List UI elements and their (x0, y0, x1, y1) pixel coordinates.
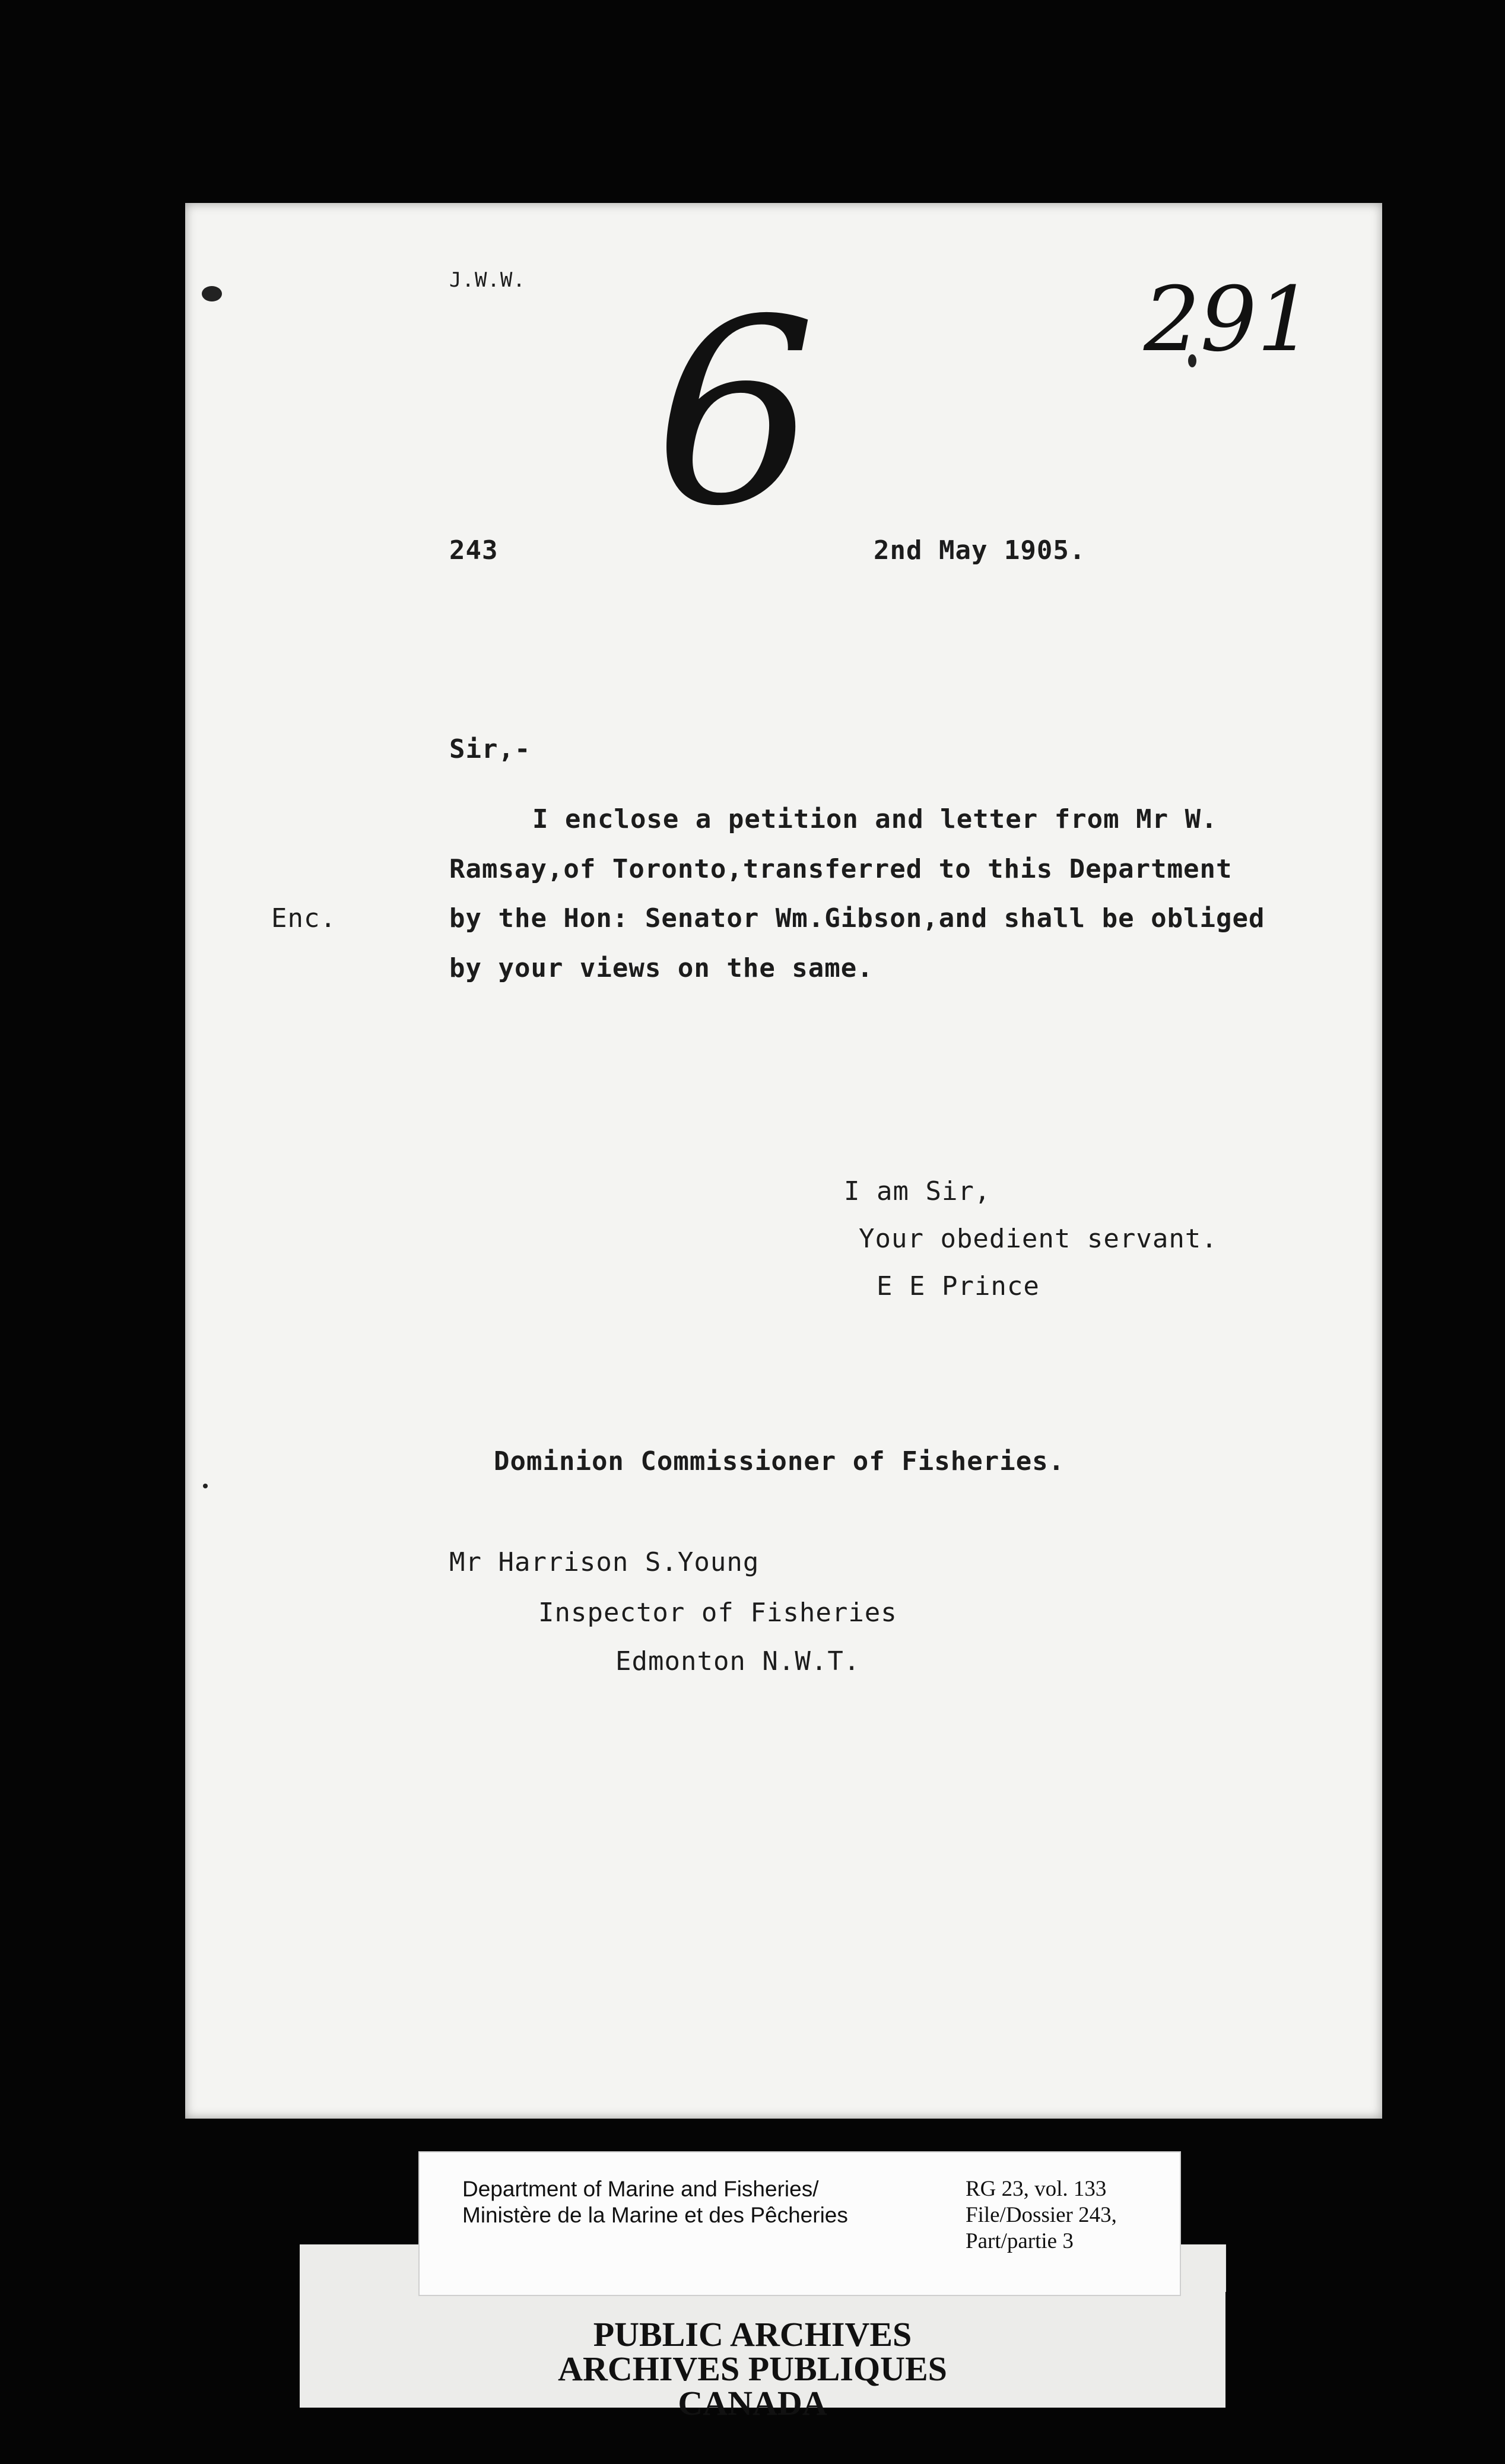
salutation: Sir,- (449, 734, 531, 764)
closing-line: Your obedient servant. (859, 1224, 1218, 1254)
stamp-line: CANADA (678, 2384, 827, 2422)
part-partie: Part/partie 3 (966, 2229, 1074, 2253)
file-number: 243 (449, 535, 499, 566)
addressee-line: Mr Harrison S.Young (449, 1547, 760, 1577)
archive-reference-card (418, 2151, 1181, 2296)
closing-line: I am Sir, (844, 1176, 991, 1206)
record-group: RG 23, vol. 133 (966, 2177, 1107, 2201)
letter-date: 2nd May 1905. (874, 535, 1086, 566)
handwritten-mark: 6 (654, 265, 817, 562)
stamp-line: PUBLIC ARCHIVES (593, 2315, 912, 2354)
body-line: by the Hon: Senator Wm.Gibson,and shall be obliged (449, 903, 1265, 933)
addressee-line: Edmonton N.W.T. (615, 1646, 861, 1676)
hole-punch-mark (202, 286, 222, 301)
ink-speck (203, 1484, 208, 1488)
file-dossier: File/Dossier 243, (966, 2203, 1117, 2227)
signature: E E Prince (877, 1271, 1040, 1301)
margin-note-enclosure: Enc. (271, 903, 336, 933)
signature-title: Dominion Commissioner of Fisheries. (494, 1446, 1065, 1477)
department-en: Department of Marine and Fisheries/ (462, 2177, 819, 2201)
department-fr: Ministère de la Marine et des Pêcheries (462, 2203, 848, 2227)
stamp-line: ARCHIVES PUBLIQUES (558, 2349, 947, 2388)
body-line: by your views on the same. (449, 953, 874, 983)
body-line: I enclose a petition and letter from Mr W. (532, 804, 1218, 834)
handwritten-page-number: 291 (1144, 268, 1314, 371)
body-line: Ramsay,of Toronto,transferred to this Department (449, 854, 1233, 884)
letter-sheet (185, 203, 1382, 2119)
addressee-line: Inspector of Fisheries (538, 1598, 897, 1628)
typist-initials: J.W.W. (449, 268, 526, 292)
archives-stamp (0, 2317, 1505, 2421)
